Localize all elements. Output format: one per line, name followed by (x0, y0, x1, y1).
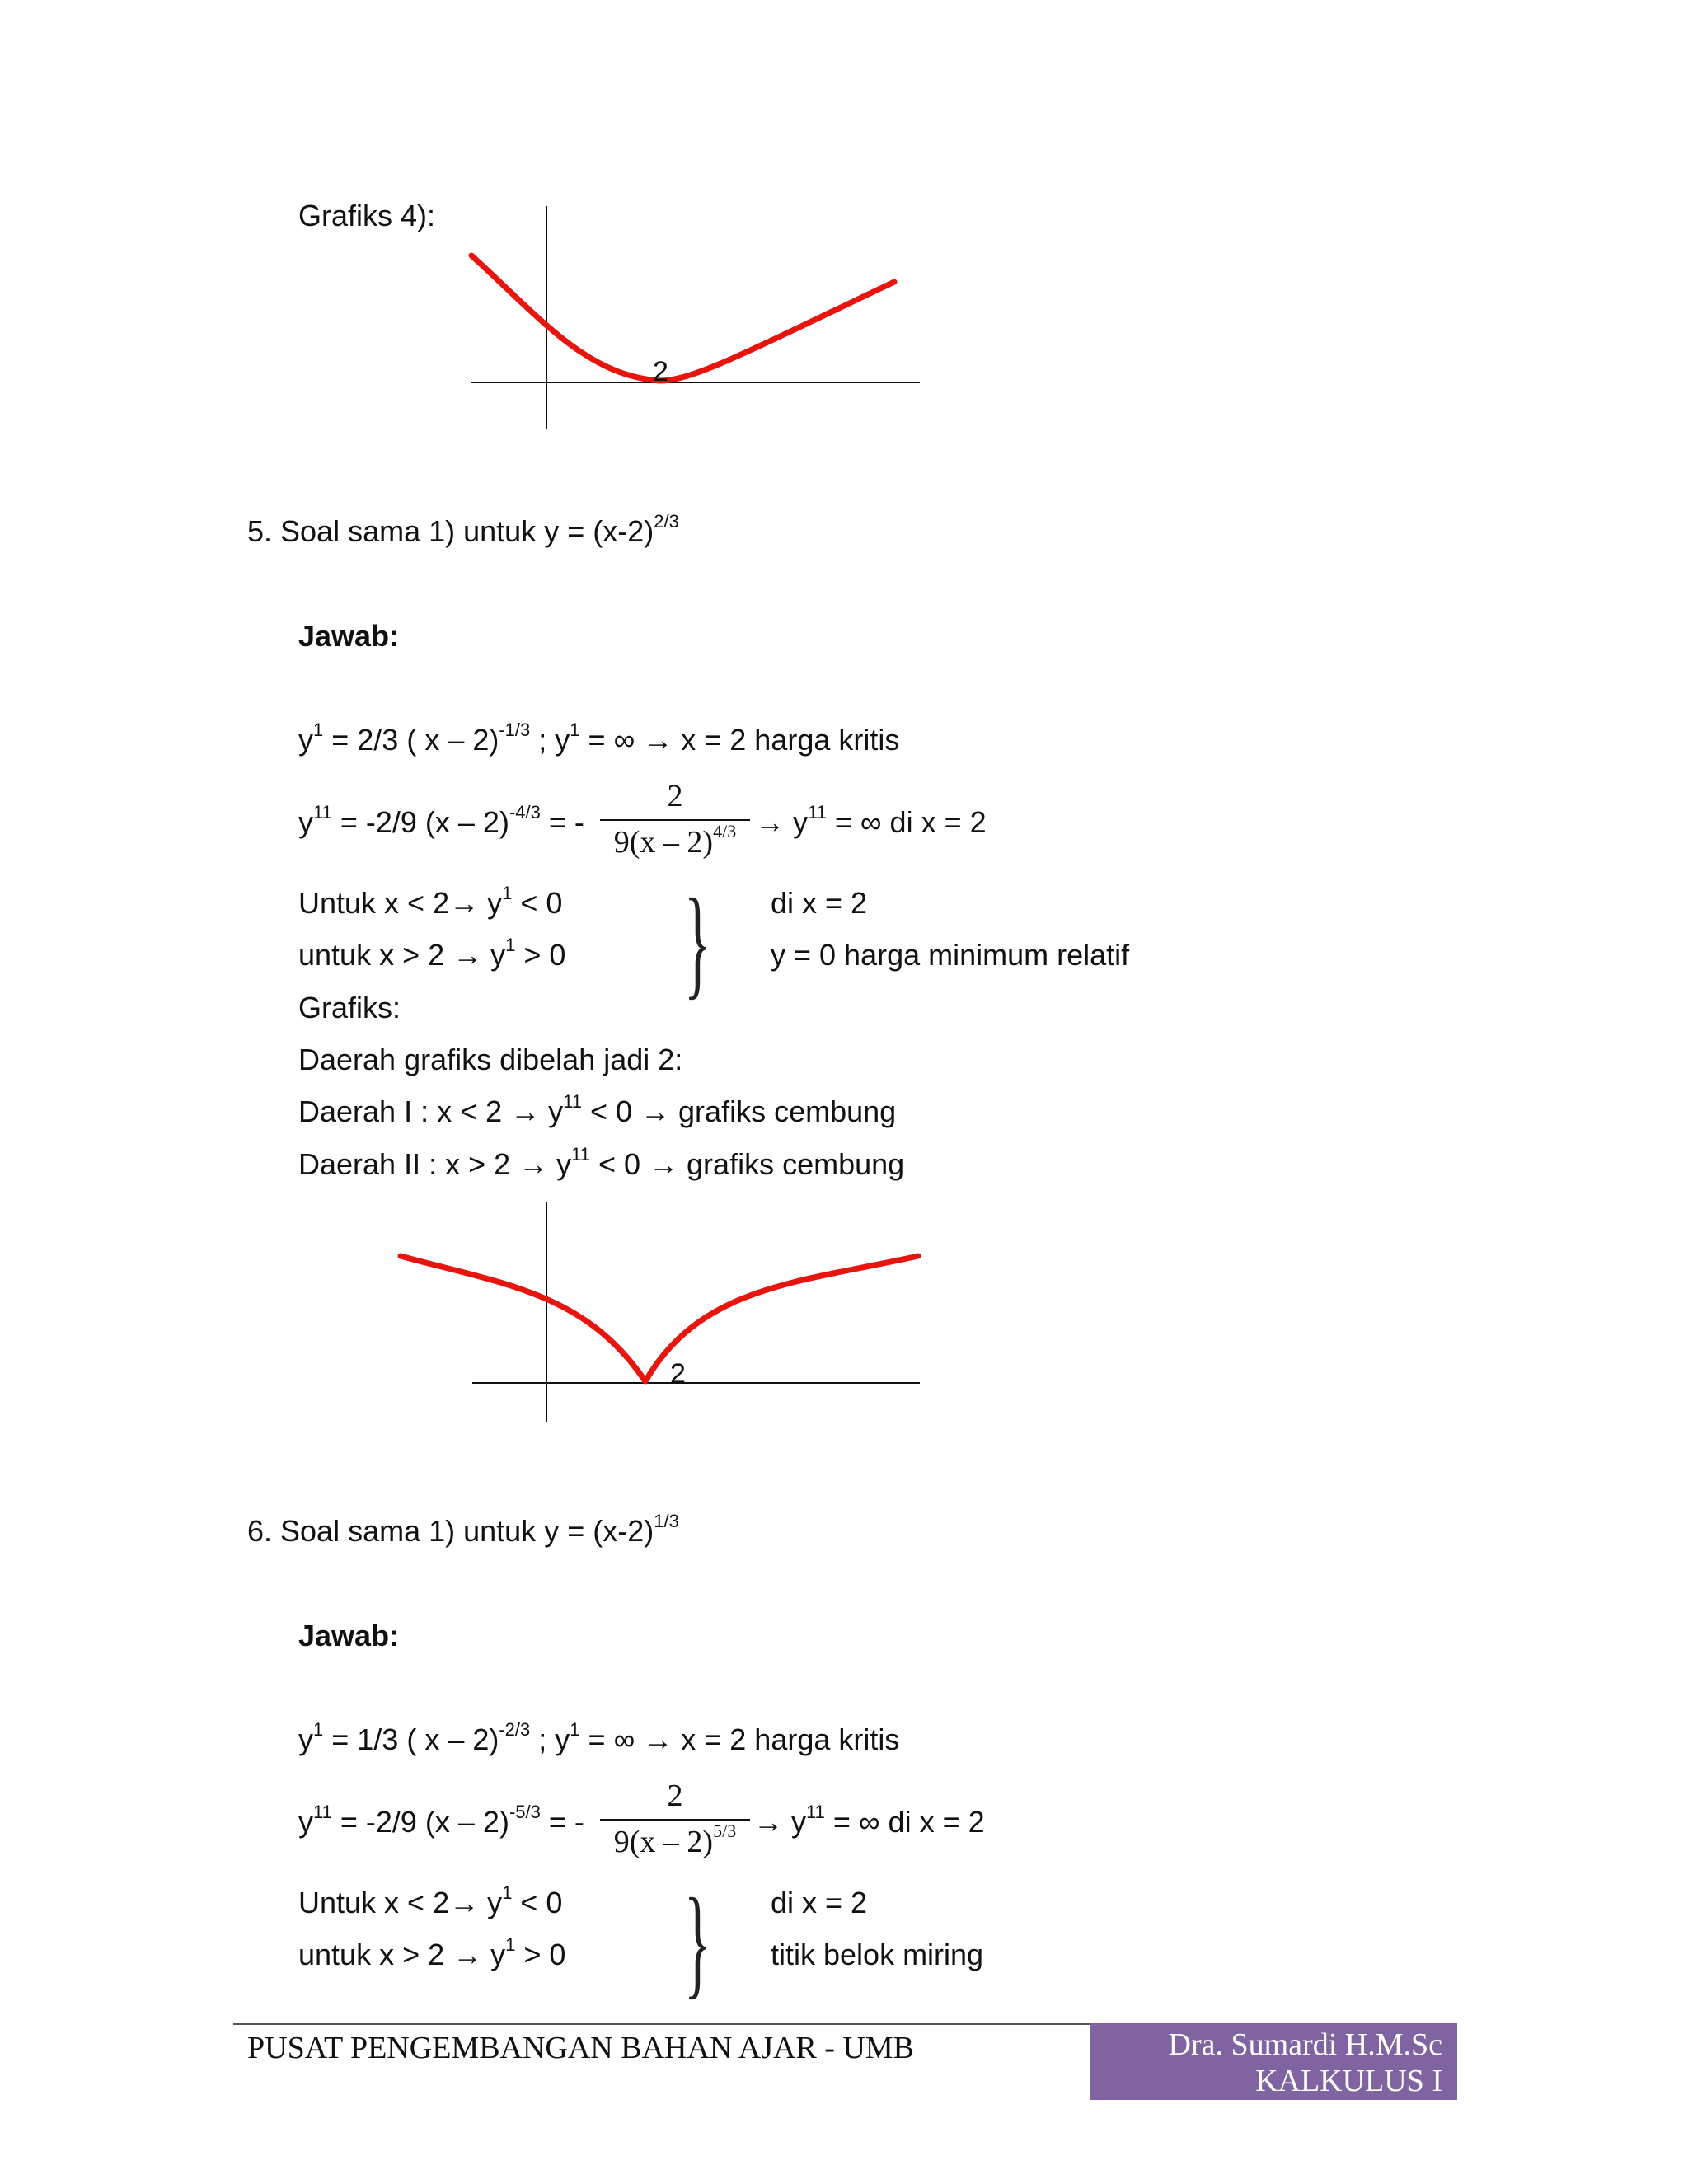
problem5-result-location: di x = 2 (771, 886, 868, 920)
problem6-second-derivative-result: → $y^{11}$ = ∞ di x = 2 (753, 1802, 985, 1839)
problem5-region-two: Daerah II : $x > 2 \to y^{11} < 0$ → grafiks cembung (298, 1144, 905, 1181)
graph4-label: Grafiks 4): (298, 199, 436, 232)
footer-author-box (1090, 2023, 1457, 2100)
problem5-condition-left: Untuk $x < 2\to y^1 < 0$ (298, 883, 563, 920)
graph4-tick-label: 2 (653, 356, 668, 387)
problem6-condition-right: untuk $x > 2 \to y^1 > 0$ (298, 1934, 566, 1971)
graph4-plot (462, 198, 931, 437)
footer-course: KALKULUS I (1255, 2064, 1442, 2098)
problem5-answer-label: Jawab: (298, 619, 400, 653)
problem5-fraction (600, 778, 750, 860)
problem5-tick-label: 2 (670, 1358, 686, 1390)
problem6-answer-label: Jawab: (298, 1619, 400, 1652)
problem5-fraction-numerator: 2 (667, 779, 683, 813)
problem5-condition-right: untuk $x > 2 \to y^1 > 0$ (298, 935, 566, 972)
problem5-second-derivative-result: → $y^{11}$ = ∞ di x = 2 (755, 802, 987, 839)
footer-divider (233, 2023, 1090, 2025)
problem5-curve (401, 1256, 918, 1381)
problem6-fraction-denominator: 9(x – 2)$^{5/3}$ (613, 1821, 737, 1859)
problem6-fraction-numerator: 2 (667, 1779, 683, 1813)
problem5-result-conclusion: y = 0 harga minimum relatif (771, 938, 1130, 972)
problem6-title: 6. Soal sama 1) untuk $y = (x-2)^{1/3}$ (247, 1511, 679, 1548)
footer-author: Dra. Sumardi H.M.Sc (1168, 2027, 1442, 2062)
problem6-first-derivative: $y^1 = 1/3$ ( x – 2)$^{-2/3}$ ; $y^1$ = ∞ → x = 2 harga kritis (298, 1719, 900, 1756)
problem5-brace: } (684, 874, 711, 1010)
problem6-brace: } (684, 1873, 711, 2010)
problem6-condition-left: Untuk $x < 2\to y^1 < 0$ (298, 1882, 563, 1919)
problem5-graph-label: Grafiks: (298, 991, 401, 1024)
problem5-title: 5. Soal sama 1) untuk $y = (x-2)^{2/3}$ (247, 511, 679, 548)
problem5-region-one: Daerah I : $x < 2 \to y^{11} < 0$ → grafiks cembung (298, 1091, 897, 1128)
graph4-curve (471, 255, 894, 381)
problem6-result-conclusion: titik belok miring (771, 1938, 984, 1971)
problem6-result-location: di x = 2 (771, 1886, 868, 1919)
problem5-plot (387, 1195, 931, 1426)
problem5-second-derivative: $y^{11} = -2/9$ (x – 2)$^{-4/3}$ = - (298, 802, 584, 839)
problem5-fraction-denominator: 9(x – 2)$^{4/3}$ (613, 821, 737, 860)
problem6-fraction (600, 1778, 750, 1860)
footer-institution: PUSAT PENGEMBANGAN BAHAN AJAR - UMB (247, 2031, 915, 2065)
problem5-first-derivative: $y^1 = 2/3$ ( x – 2)$^{-1/3}$ ; $y^1$ = ∞ → x = 2 harga kritis (298, 719, 900, 757)
problem5-region-intro: Daerah grafiks dibelah jadi 2: (298, 1043, 683, 1076)
problem6-second-derivative: $y^{11} = -2/9$ (x – 2)$^{-5/3}$ = - (298, 1802, 584, 1839)
